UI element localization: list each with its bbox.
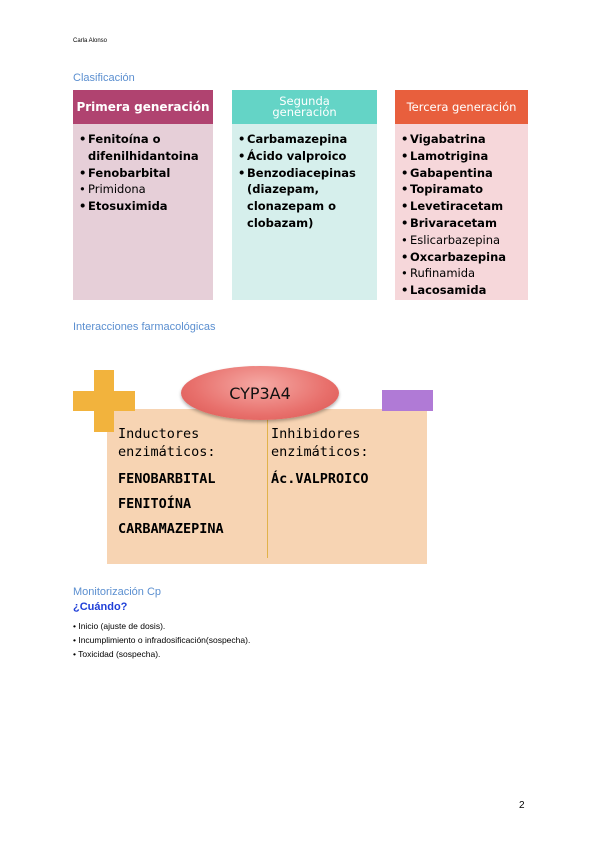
drug-carbamazepina: CARBAMAZEPINA: [118, 521, 224, 537]
inductores-title-line1: Inductores: [118, 426, 200, 442]
drug-fenobarbital: FENOBARBITAL: [118, 471, 216, 487]
list-item: • Lacosamida: [401, 282, 528, 299]
list-item: • Toxicidad (sospecha).: [73, 649, 161, 659]
column-body: [232, 124, 377, 300]
list-item: • Lamotrigina: [401, 148, 528, 165]
list-item: • Eslicarbazepina: [401, 232, 528, 249]
list-item: • Gabapentina: [401, 165, 528, 182]
list-item: • Vigabatrina: [401, 131, 528, 148]
section-title-clasificacion: Clasificación: [73, 72, 135, 84]
inhibidores-title-line2: enzimáticos:: [271, 444, 369, 460]
column-header: Primera generación: [73, 90, 213, 124]
list-item: • Carbamazepina: [238, 131, 377, 148]
drug-list: [395, 124, 528, 299]
list-item: • Etosuximida: [79, 198, 213, 215]
list-item: • Fenobarbital: [79, 165, 213, 182]
list-item: • Ácido valproico: [238, 148, 377, 165]
column-header: Segunda generación: [232, 90, 377, 124]
inductores-title-line2: enzimáticos:: [118, 444, 216, 460]
drug-acido-valproico: Ác.VALPROICO: [271, 471, 369, 487]
monitorizacion-list: [73, 619, 250, 661]
drug-fenitoina: FENITOÍNA: [118, 496, 192, 512]
author-name: Carla Alonso: [73, 38, 108, 44]
section-title-interacciones: Interacciones farmacológicas: [73, 321, 216, 333]
drug-list: [73, 124, 213, 215]
list-item: • Rufinamida: [401, 265, 528, 282]
section-title-monitorizacion: Monitorización Cp: [73, 586, 162, 598]
list-item: • Inicio (ajuste de dosis).: [73, 621, 166, 631]
inductores-group: [118, 425, 224, 542]
interaction-divider: [267, 416, 268, 558]
page-number: 2: [519, 800, 525, 811]
list-item: • Fenitoína o difenilhidantoina: [79, 131, 213, 165]
question-heading: ¿Cuándo?: [73, 601, 128, 613]
list-item: • Levetiracetam: [401, 198, 528, 215]
column-body: [73, 124, 213, 300]
inhibidores-group: [271, 425, 369, 492]
minus-icon: [382, 390, 433, 411]
plus-icon: [73, 370, 135, 432]
column-primera-generacion: [73, 90, 213, 300]
drug-list: [232, 124, 377, 232]
column-body: [395, 124, 528, 300]
enzyme-label: CYP3A4: [229, 383, 291, 403]
list-item: • Oxcarbazepina: [401, 249, 528, 266]
list-item: • Benzodiacepinas (diazepam, clonazepam o clobazam): [238, 165, 377, 232]
list-item: • Topiramato: [401, 181, 528, 198]
list-item: • Incumplimiento o infradosificación(sospecha).: [73, 635, 251, 645]
inhibidores-title-line1: Inhibidores: [271, 426, 361, 442]
column-tercera-generacion: [395, 90, 528, 300]
column-segunda-generacion: [232, 90, 377, 300]
enzyme-ellipse: [181, 366, 339, 420]
list-item: • Primidona: [79, 181, 213, 198]
column-header: Tercera generación: [395, 90, 528, 124]
list-item: • Brivaracetam: [401, 215, 528, 232]
